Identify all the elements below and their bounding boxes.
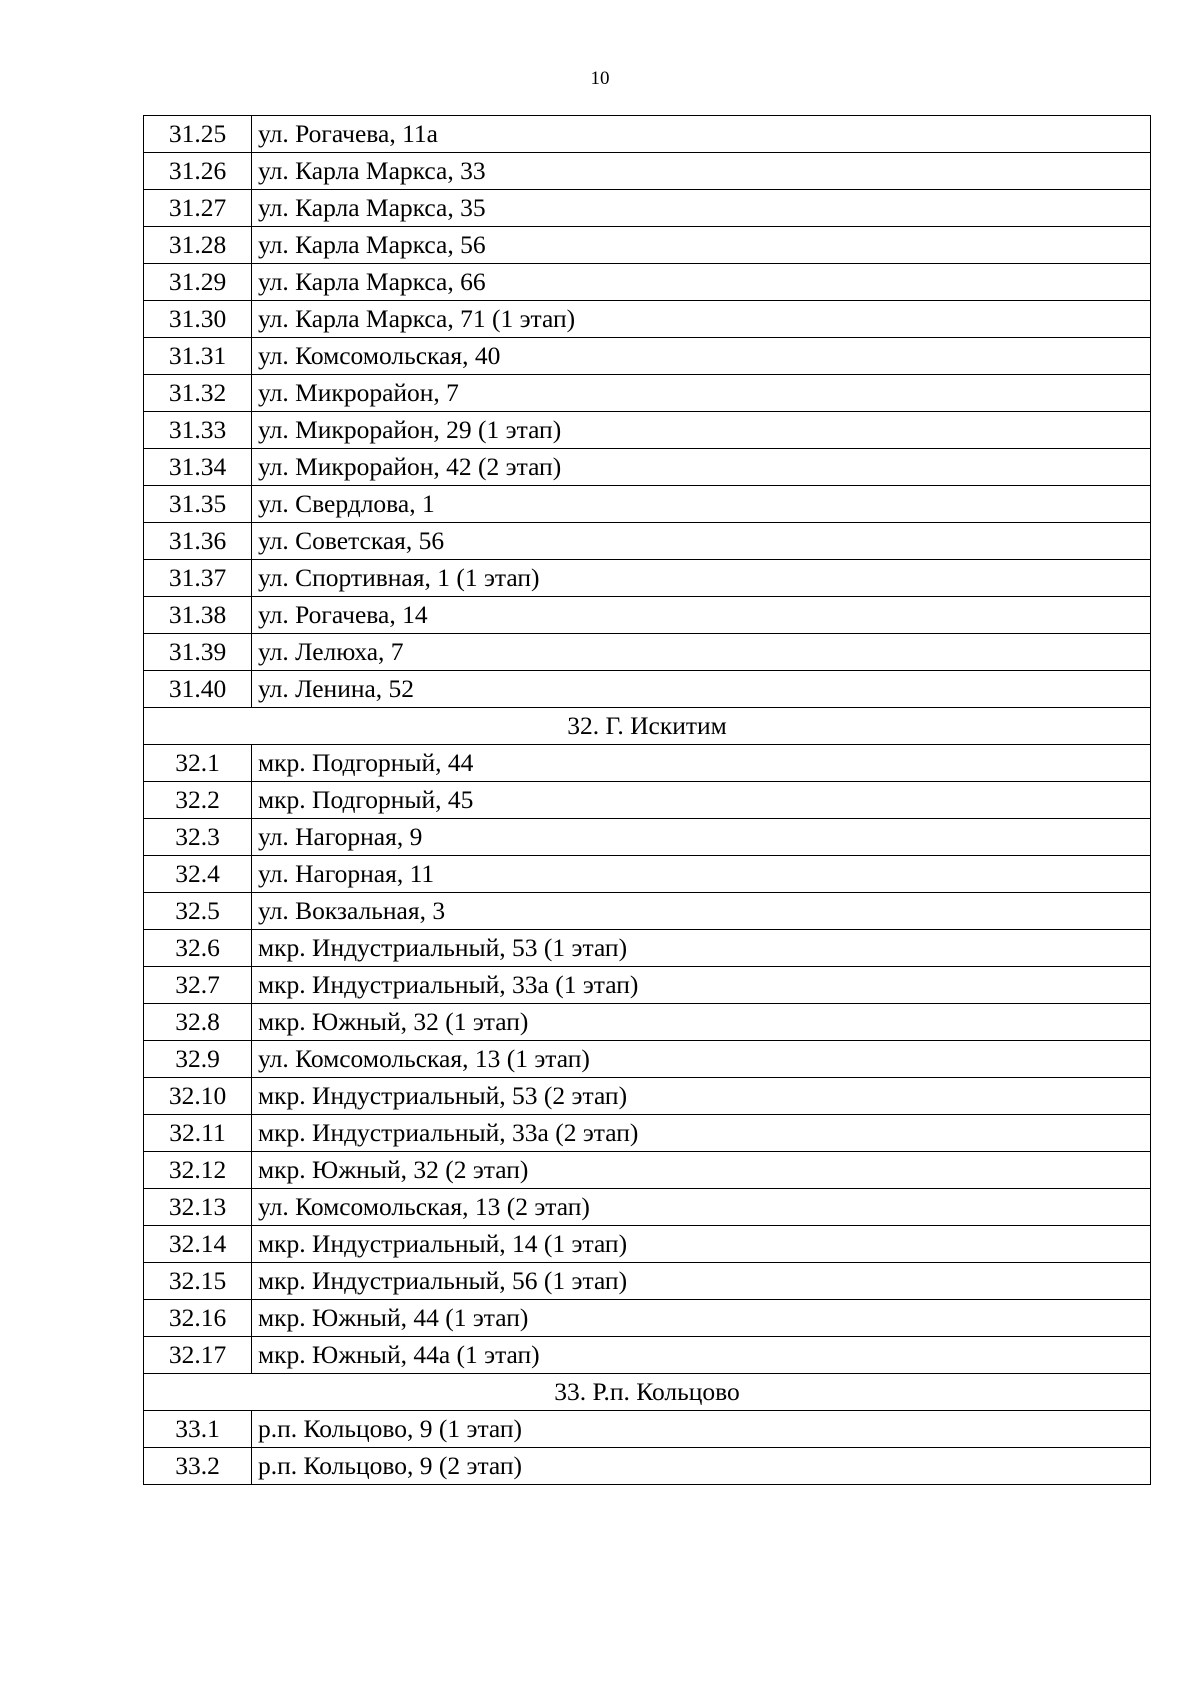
table-row [144, 264, 1151, 301]
row-number: 32.6 [144, 930, 252, 967]
table-row [144, 1226, 1151, 1263]
row-number: 31.37 [144, 560, 252, 597]
row-address: ул. Рогачева, 11а [252, 116, 1151, 153]
table-row [144, 745, 1151, 782]
row-number: 32.4 [144, 856, 252, 893]
row-number: 32.17 [144, 1337, 252, 1374]
section-title: 32. Г. Искитим [144, 708, 1151, 745]
address-table-body [144, 116, 1151, 1485]
row-address: ул. Свердлова, 1 [252, 486, 1151, 523]
table-row [144, 930, 1151, 967]
row-address: ул. Карла Маркса, 56 [252, 227, 1151, 264]
row-address: ул. Комсомольская, 13 (2 этап) [252, 1189, 1151, 1226]
row-number: 31.30 [144, 301, 252, 338]
row-address: мкр. Индустриальный, 53 (1 этап) [252, 930, 1151, 967]
table-row [144, 1041, 1151, 1078]
row-number: 31.32 [144, 375, 252, 412]
row-number: 31.31 [144, 338, 252, 375]
table-row [144, 301, 1151, 338]
table-row [144, 1078, 1151, 1115]
row-address: ул. Микрорайон, 7 [252, 375, 1151, 412]
table-row [144, 560, 1151, 597]
table-row [144, 893, 1151, 930]
row-address: мкр. Индустриальный, 53 (2 этап) [252, 1078, 1151, 1115]
table-row [144, 597, 1151, 634]
table-row [144, 375, 1151, 412]
row-address: ул. Микрорайон, 29 (1 этап) [252, 412, 1151, 449]
row-number: 31.36 [144, 523, 252, 560]
row-address: мкр. Подгорный, 44 [252, 745, 1151, 782]
row-address: ул. Вокзальная, 3 [252, 893, 1151, 930]
table-row [144, 967, 1151, 1004]
row-address: р.п. Кольцово, 9 (1 этап) [252, 1411, 1151, 1448]
row-number: 32.16 [144, 1300, 252, 1337]
row-number: 31.25 [144, 116, 252, 153]
row-address: мкр. Южный, 44а (1 этап) [252, 1337, 1151, 1374]
row-address: мкр. Индустриальный, 14 (1 этап) [252, 1226, 1151, 1263]
table-row [144, 116, 1151, 153]
row-address: ул. Карла Маркса, 71 (1 этап) [252, 301, 1151, 338]
row-address: ул. Лелюха, 7 [252, 634, 1151, 671]
row-number: 32.5 [144, 893, 252, 930]
table-row [144, 412, 1151, 449]
row-number: 32.15 [144, 1263, 252, 1300]
row-address: мкр. Южный, 32 (1 этап) [252, 1004, 1151, 1041]
row-number: 32.9 [144, 1041, 252, 1078]
table-row [144, 1189, 1151, 1226]
row-address: мкр. Подгорный, 45 [252, 782, 1151, 819]
row-number: 31.35 [144, 486, 252, 523]
row-number: 32.10 [144, 1078, 252, 1115]
page-number: 10 [590, 68, 610, 89]
row-address: ул. Микрорайон, 42 (2 этап) [252, 449, 1151, 486]
row-number: 31.33 [144, 412, 252, 449]
row-number: 32.1 [144, 745, 252, 782]
table-row [144, 190, 1151, 227]
table-row [144, 338, 1151, 375]
row-number: 31.40 [144, 671, 252, 708]
table-row [144, 486, 1151, 523]
row-address: ул. Комсомольская, 13 (1 этап) [252, 1041, 1151, 1078]
table-row [144, 782, 1151, 819]
row-address: мкр. Южный, 44 (1 этап) [252, 1300, 1151, 1337]
section-header-row [144, 1374, 1151, 1411]
row-number: 31.38 [144, 597, 252, 634]
row-address: ул. Карла Маркса, 33 [252, 153, 1151, 190]
row-number: 32.11 [144, 1115, 252, 1152]
table-row [144, 1263, 1151, 1300]
row-address: ул. Карла Маркса, 66 [252, 264, 1151, 301]
row-number: 31.34 [144, 449, 252, 486]
table-row [144, 227, 1151, 264]
table-row [144, 1448, 1151, 1485]
table-row [144, 1337, 1151, 1374]
row-address: ул. Советская, 56 [252, 523, 1151, 560]
row-address: мкр. Южный, 32 (2 этап) [252, 1152, 1151, 1189]
row-number: 33.2 [144, 1448, 252, 1485]
table-row [144, 856, 1151, 893]
row-number: 32.13 [144, 1189, 252, 1226]
row-address: ул. Карла Маркса, 35 [252, 190, 1151, 227]
row-number: 32.7 [144, 967, 252, 1004]
table-row [144, 671, 1151, 708]
row-address: р.п. Кольцово, 9 (2 этап) [252, 1448, 1151, 1485]
table-row [144, 1152, 1151, 1189]
row-address: мкр. Индустриальный, 33а (2 этап) [252, 1115, 1151, 1152]
row-address: ул. Комсомольская, 40 [252, 338, 1151, 375]
table-row [144, 1115, 1151, 1152]
table-row [144, 819, 1151, 856]
row-number: 33.1 [144, 1411, 252, 1448]
table-row [144, 523, 1151, 560]
table-row [144, 1004, 1151, 1041]
table-row [144, 449, 1151, 486]
row-address: ул. Нагорная, 9 [252, 819, 1151, 856]
row-number: 32.8 [144, 1004, 252, 1041]
row-number: 31.29 [144, 264, 252, 301]
row-number: 31.28 [144, 227, 252, 264]
row-number: 32.2 [144, 782, 252, 819]
table-row [144, 634, 1151, 671]
row-number: 31.39 [144, 634, 252, 671]
row-number: 32.12 [144, 1152, 252, 1189]
row-address: мкр. Индустриальный, 33а (1 этап) [252, 967, 1151, 1004]
section-header-row [144, 708, 1151, 745]
row-address: ул. Рогачева, 14 [252, 597, 1151, 634]
address-table [143, 115, 1151, 1485]
row-number: 32.3 [144, 819, 252, 856]
row-address: мкр. Индустриальный, 56 (1 этап) [252, 1263, 1151, 1300]
row-number: 31.26 [144, 153, 252, 190]
row-number: 31.27 [144, 190, 252, 227]
table-row [144, 1411, 1151, 1448]
table-row [144, 1300, 1151, 1337]
row-address: ул. Спортивная, 1 (1 этап) [252, 560, 1151, 597]
row-address: ул. Ленина, 52 [252, 671, 1151, 708]
row-number: 32.14 [144, 1226, 252, 1263]
section-title: 33. Р.п. Кольцово [144, 1374, 1151, 1411]
row-address: ул. Нагорная, 11 [252, 856, 1151, 893]
table-row [144, 153, 1151, 190]
